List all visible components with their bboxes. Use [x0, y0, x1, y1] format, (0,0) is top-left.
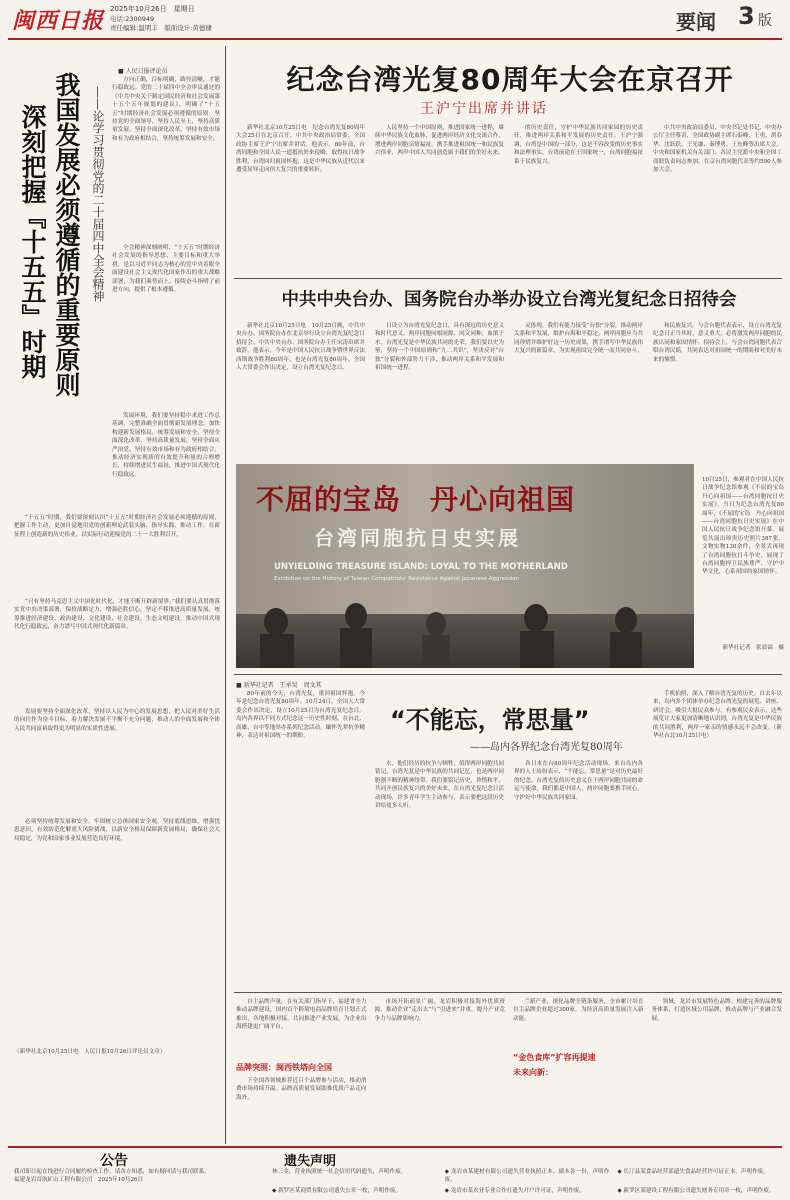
bottom-story: 自主品牌声量。在有关部门指导下，福建省全力推动品牌建设，国内首个跨境电商品牌培育计划正式推出，各地积极对接，共同推进产业发展，为企业出海搭建更广阔平台。 品牌突围：闽西铁塔向全国 下全国各领域推荐近百个品牌参与活动，推动消费市场持续升温。品牌高质量发展助推优质产品走向海外。 市场开拓前景广阔，龙岩积极对接海外优质资源，推动企业“走出去”与“引进来”并重，提升产业竞争力与品牌影响力。 兰新产业，深化品牌全链条服务，全市累计培育自主品牌企业超过300家，为经济高质量发展注入新动能。 “金色食库”扩容再提速 未来向新： 领域，龙岩市发展特色品牌。构建完善的品牌服务体系，打造区域公用品牌，推动品牌与产业融合发展。	[236, 999, 782, 1101]
classifieds-rule	[8, 1146, 782, 1148]
bottom-subhead-2: “金色食库”扩容再提速	[513, 1053, 596, 1062]
commentary-subtitle: ——论学习贯彻党的二十届四中全会精神	[91, 86, 105, 302]
commentary-body-2: “十五五”时期，我们要深刻认识“十五五”时期经济社会发展必须遵循的原则，把握工作主动，更加自觉地用党的创新理论武装头脑、指导实践、推动工作，在新征程上创造新的历史伟业，以实际行动迎接党的二十一大胜利召开。 “只有坚持马克思主义中国化时代化，才能不断开辟新境界。”我们要认真贯彻落实党中央决策部署，保持战略定力，增强必胜信心，坚定不移推进高质量发展，统筹推进经济建设、政治建设、文化建设、社会建设、生态文明建设，推动中国式现代化行稳致远，奋力谱写中国式现代化新篇章。 发展要坚持全面深化改革，坚持以人民为中心的发展思想，把人民对美好生活的向往作为奋斗目标，着力解决发展不平衡不充分问题，推动人的全面发展和全体人民共同富裕取得更为明显的实质性进展。 必须坚持统筹发展和安全，牢固树立总体国家安全观，坚持底线思维，增强忧患意识，有效防范化解重大风险挑战，以新安全格局保障新发展格局，确保社会大局稳定，为党和国家事业发展营造良好环境。 （新华社北京10月25日电 人民日报10月26日评论员文章）	[14, 515, 220, 1055]
section-name: 要闻	[676, 10, 716, 34]
masthead	[0, 0, 790, 40]
exhibition-photo	[236, 464, 694, 668]
lead-body: 新华社北京10月25日电 纪念台湾光复80周年大会25日在北京召开。中共中央政治局常委、全国政协主席王沪宁出席并讲话。他表示，80年前，台湾同胞和全国人民一道抵抗外来侵略，取得抗日战争胜利，台湾回归祖国怀抱，这是中华民族从近代以来遭受屈辱走向伟大复兴的重要转折。 人民坚持一个中国原则，推进国家统一进程，赓续中华民族文化血脉，促进两岸经济文化交流合作，增进两岸同胞亲情福祉，携手推进祖国统一和民族复兴伟业，两岸中国人共同创造属于我们的美好未来。 的历史责任，守护中华民族共同家园的历史责任，推进两岸关系和平发展的历史责任。王沪宁强调，台湾是中国的一部分，这是不容改变的历史事实和法理事实，台湾前途在于国家统一，台湾同胞福祉系于民族复兴。 中共中央政治局委员、中央书记处书记、中央办公厅主任蔡奇，全国政协副主席石泰峰、王勇、胡春华、沈跃跃、王光谦、秦博勇、王东峰等出席大会。中央和国家机关有关部门、各民主党派中央和全国工商联负责同志参加，在京台湾同胞代表等约500人参加大会。	[236, 125, 782, 174]
bottom-subhead-3: 未来向新：	[513, 1068, 553, 1077]
lead-subtitle: 王沪宁出席并讲话	[420, 101, 548, 117]
feature-subtitle: ——岛内各界纪念台湾光复80周年	[470, 742, 623, 753]
masthead-phone: 电话:2300949	[110, 15, 155, 23]
feature-divider	[234, 992, 782, 993]
lost-notices: 林三金，营业执照统一社会信用代码遗失，声明作废。 ◆ 龙岩市某建材有限公司遗失营业执照正本、副本各一份，声明作废。 ◆ 长汀县某食品经营部遗失食品经营许可证正本，声明作废。 ◆ 新罗区某商贸有限公司遗失公章一枚，声明作废。 ◆ 龙岩市某农业专业合作社遗失开户许可证，声明作废。 ◆ 新罗区某建设工程有限公司遗失财务专用章一枚，声明作废。	[272, 1169, 775, 1195]
commentary-title-line2: 深刻把握『十五五』时期	[18, 104, 47, 379]
lead-title: 纪念台湾光复80周年大会在京召开	[286, 63, 734, 96]
feature-tag: ■ 新华社记者 王承昊 周文其	[236, 682, 322, 689]
photo-headline-1: 不屈的宝岛 丹心向祖国	[256, 483, 576, 516]
commentary-title-line1: 我国发展必须遵循的重要原则	[52, 72, 81, 397]
second-title: 中共中央台办、国务院台办举办设立台湾光复纪念日招待会	[281, 290, 737, 310]
photo-english-title: UNYIELDING TREASURE ISLAND: LOYAL TO THE MOTHERLAND	[274, 562, 568, 572]
commentary-body-1: 方向正确，目标明确，路径清晰，才能行稳致远。党的二十届四中全会审议通过的《中共中央关于制定国民经济和社会发展第十五个五年规划的建议》，明确了“十五五”时期经济社会发展必须遵循的原则：坚持党的全面领导，坚持人民至上，坚持高质量发展，坚持全面深化改革，坚持有效市场和有为政府相结合，坚持统筹发展和安全。 全会精神深刻阐明，“十五五”时期经济社会发展的指导思想、主要目标和重大举措，是以习近平同志为核心的党中央着眼全面建设社会主义现代化国家作出的重大战略部署，为我们乘势而上、接续奋斗指明了前进方向，提供了根本遵循。 发展环境，我们要坚持稳中求进工作总基调，完整准确全面贯彻新发展理念，加快构建新发展格局，统筹发展和安全，坚持全面深化改革，坚持高质量发展，坚持全面从严治党，坚持有效市场和有为政府相结合，推动经济实现质的有效提升和量的合理增长，持续增进民生福祉，推进中国式现代化行稳致远。	[112, 77, 220, 478]
commentary-divider	[225, 46, 226, 1144]
feature-title: “不能忘，常思量”	[390, 706, 590, 734]
masthead-editors: 责任编辑:温明丰 版面设计:黄德棣	[110, 24, 212, 32]
masthead-date: 2025年10月26日 星期日	[110, 5, 195, 13]
lead-divider	[234, 278, 782, 279]
commentary-tag: ■ 人民日报评论员	[118, 68, 168, 75]
photo-divider	[234, 674, 782, 675]
photo-caption: 10月25日，参观者在中国人民抗日战争纪念馆参观《不屈的宝岛 丹心向祖国——台湾同胞抗日史实展》。当日为纪念台湾光复80周年，《不屈的宝岛 丹心向祖国——台湾同胞抗日史实展》在中国人民抗日战争纪念馆开幕。展览共展出珍贵历史照片387张、文物实物130余件，全景式再现了台湾同胞抗日斗争史，展现了台湾同胞捍卫民族尊严、守护中华文化、心系祖国的家国情怀。 新华社记者 张晨霖 摄	[702, 477, 790, 651]
page-number: 3	[738, 2, 755, 30]
masthead-rule	[8, 38, 782, 40]
visitor-silhouettes	[236, 594, 694, 668]
photo-english-sub: Exhibition on the History of Taiwan Compatriots' Resistance Against Japanese Aggression	[274, 576, 520, 582]
page-unit: 版	[758, 13, 772, 29]
photo-headline-2: 台湾同胞抗日史实展	[314, 526, 521, 550]
bottom-subhead-1: 品牌突围：闽西铁塔向全国	[236, 1063, 332, 1072]
feature-body: 80年前的今天，台湾光复，重回祖国怀抱。今年是纪念台湾光复80周年。10月24日，全国人大常委会作出决定，设立10月25日为台湾光复纪念日。岛内各界以不同方式纪念这一历史性时刻，在台北、高雄、台中等地举办系列纪念活动，缅怀先辈抗争精神，表达对祖国统一的期盼。 水，他们经历的抗争与牺牲，值得两岸同胞共同铭记。台湾光复是中华民族的共同记忆，也是两岸同胞割不断的精神纽带。我们要铭记历史，珍惜和平，共同开创民族复兴的美好未来。在台湾光复纪念日活动现场，许多青年学生主动参与，表示要把这段历史讲给更多人听。 各日本在台80周年纪念活动现场，来自岛内各界的人士纷纷表示，“不能忘，常思量”是对历史最好的纪念。台湾光复的历史意义在于两岸同胞共同的命运与使命，我们都是中国人，两岸同胞要携手同心，守护好中华民族共同家园。 手机拍照，深入了解台湾光复的历史。自去年以来，岛内多个团体举办纪念台湾光复的展览、讲座、研讨会，吸引大批民众参与。有参观民众表示，这些展览让大家更加清晰地认识到，台湾光复是中华民族的共同胜利，两岸一家亲的情感永远不会改变。（新华社台北10月25日电）	[236, 691, 782, 810]
notice-title: 公告	[100, 1153, 128, 1169]
newspaper-logo: 闽西日报	[12, 8, 105, 34]
second-body: 新华社北京10月25日电 10月25日晚，中共中央台办、国务院台办在北京举行设立台湾光复纪念日招待会。中共中央台办、国务院台办主任宋涛出席并致辞。他表示，今年是中国人民抗日战争暨世界反法西斯战争胜利80周年，也是台湾光复80周年。全国人大常委会作出决定，设立台湾光复纪念日。 日设立为台湾光复纪念日，具有深远的历史意义和时代意义。两岸同胞同根同源、同文同种，血浓于水。台湾光复是中华民族共同的光荣，我们要以史为鉴，坚持一个中国原则和“九二共识”，坚决反对“台独”分裂和外部势力干涉，推动两岸关系和平发展和祖国统一进程。 灵体现。我们有能力接受“台独”分裂，推动两岸关系和平发展，维护台海和平稳定，两岸同胞应当共同珍惜并维护好这一历史成果，携手谱写中华民族伟大复兴的新篇章，为实现祖国完全统一而共同奋斗。 和民族复兴。与会台胞代表表示，设立台湾光复纪念日正当其时，意义重大，必将激发两岸同胞的民族认同和家国情怀。招待会上，与会台湾同胞代表合唱台湾民谣，共同表达对祖国统一的期盼和对美好未来的憧憬。	[236, 323, 782, 372]
notice-body: 我司即日起在线进行合同履约检查工作，请各方知悉，如有疑问请与我司联系。 福建龙岩首航矿山工程有限公司 2025年10月26日	[14, 1169, 210, 1184]
lost-title: 遗失声明	[284, 1154, 337, 1169]
